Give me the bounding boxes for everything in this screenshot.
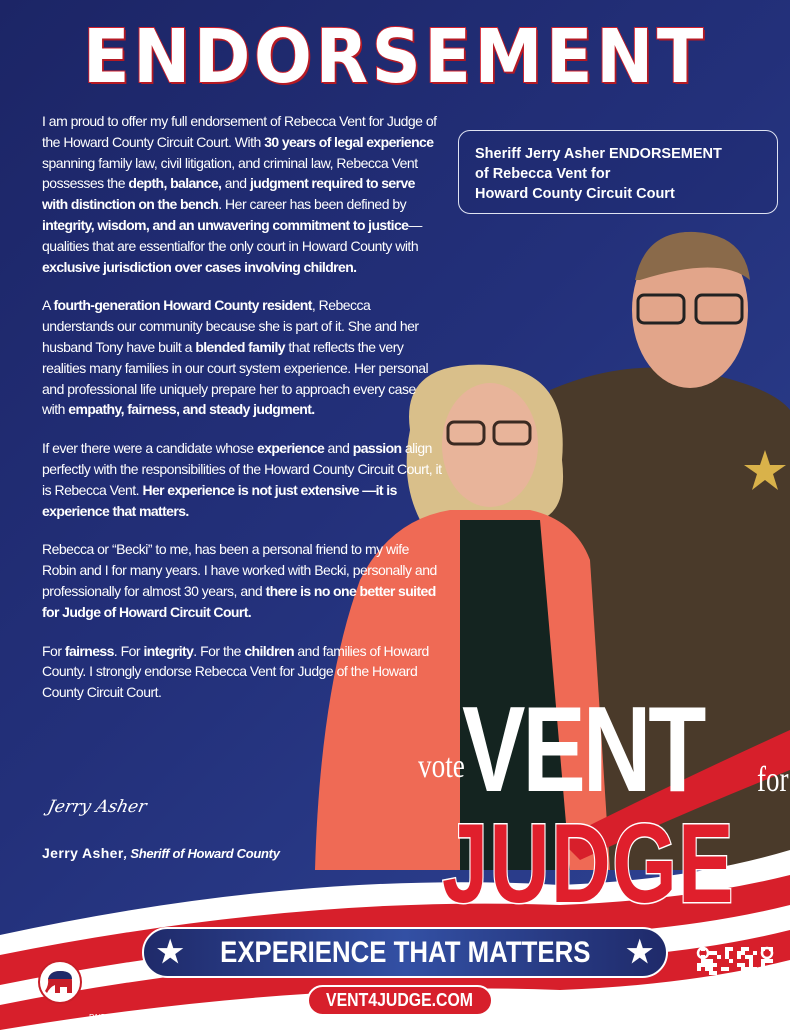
- qr-module: [737, 963, 741, 967]
- qr-module: [701, 959, 705, 963]
- signature: Jerry Asher: [45, 797, 149, 817]
- qr-module: [749, 959, 753, 963]
- signer-title: , Sheriff of Howard County: [123, 846, 280, 861]
- qr-module: [737, 1007, 741, 1011]
- qr-module: [725, 967, 729, 971]
- emphasis-text: integrity: [143, 642, 194, 659]
- qr-module: [713, 991, 717, 995]
- qr-module: [765, 979, 769, 983]
- qr-finder: [698, 1010, 708, 1020]
- body-text: . For the: [193, 642, 245, 659]
- qr-module: [729, 999, 733, 1003]
- qr-module: [749, 995, 753, 999]
- qr-module: [749, 963, 753, 967]
- qr-module: [713, 999, 717, 1003]
- qr-module: [721, 987, 725, 991]
- emphasis-text: judgment required to serve with distinction on the bench: [42, 175, 415, 213]
- qr-module: [761, 959, 765, 963]
- qr-module: [733, 1007, 737, 1011]
- qr-module: [701, 999, 705, 1003]
- qr-code[interactable]: [695, 945, 775, 1023]
- body-text: spanning family law, civil litigation, and criminal law, Rebecca Vent possesses the: [42, 154, 418, 192]
- qr-module: [705, 1003, 709, 1007]
- qr-module: [765, 1015, 769, 1019]
- qr-module: [729, 959, 733, 963]
- qr-module: [741, 951, 745, 955]
- qr-module: [745, 991, 749, 995]
- qr-module: [741, 1003, 745, 1007]
- qr-module: [757, 1003, 761, 1007]
- body-text: . Her career has been defined by: [218, 196, 407, 213]
- emphasis-text: blended family: [195, 338, 285, 355]
- qr-module: [753, 1003, 757, 1007]
- qr-module: [769, 1015, 773, 1019]
- qr-module: [709, 979, 713, 983]
- qr-module: [753, 995, 757, 999]
- qr-module: [729, 987, 733, 991]
- qr-module: [745, 947, 749, 951]
- body-text: A: [42, 297, 54, 314]
- experience-banner: [142, 927, 668, 978]
- qr-module: [753, 967, 757, 971]
- qr-module: [709, 951, 713, 955]
- qr-module: [697, 991, 701, 995]
- website-link[interactable]: [307, 985, 493, 1016]
- slogan-judge: JUDGE: [442, 801, 735, 926]
- qr-module: [721, 967, 725, 971]
- emphasis-text: experience: [256, 440, 325, 457]
- body-text: align perfectly with the responsibilities of the Howard County Circuit Court, it is Rebecca Vent.: [42, 440, 442, 498]
- qr-module: [713, 963, 717, 967]
- qr-module: [709, 983, 713, 987]
- emphasis-text: integrity, wisdom, and an unwavering commitment to justice: [42, 216, 409, 233]
- qr-module: [745, 955, 749, 959]
- emphasis-text: empathy, fairness, and steady judgment.: [68, 401, 315, 418]
- banner-text: EXPERIENCE THAT MATTERS: [219, 935, 591, 969]
- body-text: , Rebecca understands our community because she is part of it. She and her husband Tony have built a: [42, 297, 419, 355]
- qr-module: [749, 983, 753, 987]
- qr-module: [701, 963, 705, 967]
- qr-module: [717, 995, 721, 999]
- body-text: —qualities that are essentialfor the only court in Howard County with: [42, 216, 422, 254]
- qr-module: [741, 1015, 745, 1019]
- qr-module: [729, 1007, 733, 1011]
- website-text: VENT4JUDGE.COM: [326, 990, 474, 1010]
- qr-module: [741, 967, 745, 971]
- emphasis-text: children: [244, 642, 294, 659]
- qr-module: [705, 963, 709, 967]
- qr-module: [761, 1015, 765, 1019]
- qr-module: [713, 983, 717, 987]
- qr-module: [737, 975, 741, 979]
- qr-module: [709, 1003, 713, 1007]
- qr-module: [697, 967, 701, 971]
- qr-module: [745, 983, 749, 987]
- emphasis-text: passion: [352, 440, 402, 457]
- qr-module: [717, 991, 721, 995]
- body-text: For: [42, 642, 65, 659]
- qr-module: [749, 967, 753, 971]
- qr-module: [745, 967, 749, 971]
- qr-module: [753, 999, 757, 1003]
- body-text: and families of Howard County. I strongly endorse Rebecca Vent for Judge of the Howard County Circuit Court.: [42, 642, 429, 701]
- disclaimer: PAID FOR BY THE COMMITTEE TO ELECT REBECCA VENT: [89, 1013, 303, 1022]
- qr-module: [733, 1003, 737, 1007]
- qr-module: [717, 1015, 721, 1019]
- qr-module: [761, 999, 765, 1003]
- qr-module: [717, 987, 721, 991]
- qr-module: [717, 999, 721, 1003]
- qr-module: [741, 975, 745, 979]
- republican-elephant-icon: [38, 960, 82, 1004]
- slogan-vote: vote: [418, 748, 465, 785]
- header-box-line: Sheriff Jerry Asher ENDORSEMENT: [475, 146, 722, 162]
- qr-module: [725, 991, 729, 995]
- slogan-for: for: [757, 759, 789, 799]
- qr-module: [717, 1003, 721, 1007]
- qr-module: [709, 995, 713, 999]
- qr-module: [745, 1015, 749, 1019]
- qr-module: [701, 987, 705, 991]
- qr-module: [769, 979, 773, 983]
- qr-module: [741, 983, 745, 987]
- qr-module: [761, 963, 765, 967]
- qr-module: [769, 959, 773, 963]
- qr-finder: [762, 948, 772, 958]
- qr-module: [757, 1015, 761, 1019]
- qr-module: [725, 947, 729, 951]
- qr-module: [765, 1011, 769, 1015]
- star-icon: ★: [626, 936, 654, 969]
- qr-module: [741, 963, 745, 967]
- qr-module: [745, 1007, 749, 1011]
- body-text: If ever there were a candidate whose: [42, 440, 257, 457]
- qr-module: [757, 983, 761, 987]
- qr-module: [737, 955, 741, 959]
- body-text: and: [324, 440, 353, 457]
- qr-module: [709, 959, 713, 963]
- qr-module: [745, 979, 749, 983]
- qr-module: [721, 975, 725, 979]
- qr-module: [709, 1007, 713, 1011]
- qr-module: [753, 971, 757, 975]
- qr-module: [713, 1011, 717, 1015]
- qr-module: [769, 971, 773, 975]
- qr-module: [741, 991, 745, 995]
- qr-module: [713, 1019, 717, 1023]
- qr-module: [709, 967, 713, 971]
- qr-module: [769, 1003, 773, 1007]
- qr-module: [713, 971, 717, 975]
- qr-module: [737, 1019, 741, 1023]
- emphasis-text: there is no one better suited for Judge of Howard Circuit Court.: [42, 582, 436, 620]
- page-title: ENDORSEMENT: [83, 14, 707, 100]
- emphasis-text: 30 years of legal experience: [264, 133, 434, 150]
- qr-module: [749, 1019, 753, 1023]
- header-box-line: Howard County Circuit Court: [475, 186, 675, 202]
- qr-module: [709, 963, 713, 967]
- slogan-vent: VENT: [462, 681, 704, 817]
- qr-module: [733, 999, 737, 1003]
- qr-module: [737, 951, 741, 955]
- qr-module: [725, 1003, 729, 1007]
- qr-module: [697, 987, 701, 991]
- qr-module: [705, 959, 709, 963]
- qr-module: [709, 971, 713, 975]
- qr-module: [717, 1011, 721, 1015]
- qr-module: [725, 983, 729, 987]
- qr-module: [729, 947, 733, 951]
- body-text: Rebecca or “Becki” to me, has been a personal friend to my wife Robin and I for many years. I have worked with Becki, personally and professionally for almost 30 years, and: [42, 541, 437, 599]
- signer-name: Jerry Asher: [42, 845, 124, 861]
- qr-module: [729, 983, 733, 987]
- qr-module: [757, 999, 761, 1003]
- qr-module: [761, 983, 765, 987]
- qr-module: [713, 951, 717, 955]
- header-box-line: of Rebecca Vent for: [475, 166, 611, 182]
- qr-module: [753, 951, 757, 955]
- emphasis-text: exclusive jurisdiction over cases involving children.: [42, 258, 357, 275]
- qr-module: [725, 955, 729, 959]
- qr-module: [753, 979, 757, 983]
- qr-module: [721, 983, 725, 987]
- qr-module: [729, 975, 733, 979]
- emphasis-text: Her experience is not just extensive —it is experience that matters.: [42, 481, 397, 519]
- emphasis-text: fairness: [64, 642, 114, 659]
- qr-module: [713, 1003, 717, 1007]
- qr-module: [705, 991, 709, 995]
- qr-module: [741, 947, 745, 951]
- qr-module: [737, 1015, 741, 1019]
- qr-module: [745, 1019, 749, 1023]
- qr-module: [697, 963, 701, 967]
- emphasis-text: depth, balance,: [128, 175, 222, 192]
- qr-module: [765, 959, 769, 963]
- qr-module: [741, 979, 745, 983]
- qr-module: [737, 1003, 741, 1007]
- qr-module: [745, 975, 749, 979]
- qr-module: [705, 983, 709, 987]
- qr-module: [749, 955, 753, 959]
- qr-module: [757, 979, 761, 983]
- body-text: I am proud to offer my full endorsement of Rebecca Vent for Judge of the Howard County Circuit Court. With: [42, 113, 437, 150]
- body-text: . For: [113, 642, 144, 659]
- star-icon: ★: [156, 936, 184, 969]
- qr-module: [725, 951, 729, 955]
- qr-module: [757, 1007, 761, 1011]
- qr-module: [753, 987, 757, 991]
- qr-module: [721, 999, 725, 1003]
- body-text: that reflects the very realities many families in our court system experience. Her personal and professional life uniquely prepare her to approach every case with: [42, 338, 429, 418]
- qr-module: [733, 1019, 737, 1023]
- qr-module: [725, 979, 729, 983]
- qr-module: [753, 1011, 757, 1015]
- qr-module: [705, 967, 709, 971]
- qr-module: [717, 955, 721, 959]
- body-text: and: [221, 175, 250, 192]
- qr-module: [761, 975, 765, 979]
- qr-module: [761, 1011, 765, 1015]
- qr-module: [709, 1011, 713, 1015]
- qr-module: [721, 995, 725, 999]
- qr-module: [721, 1019, 725, 1023]
- qr-module: [761, 967, 765, 971]
- emphasis-text: fourth-generation Howard County resident: [53, 297, 312, 314]
